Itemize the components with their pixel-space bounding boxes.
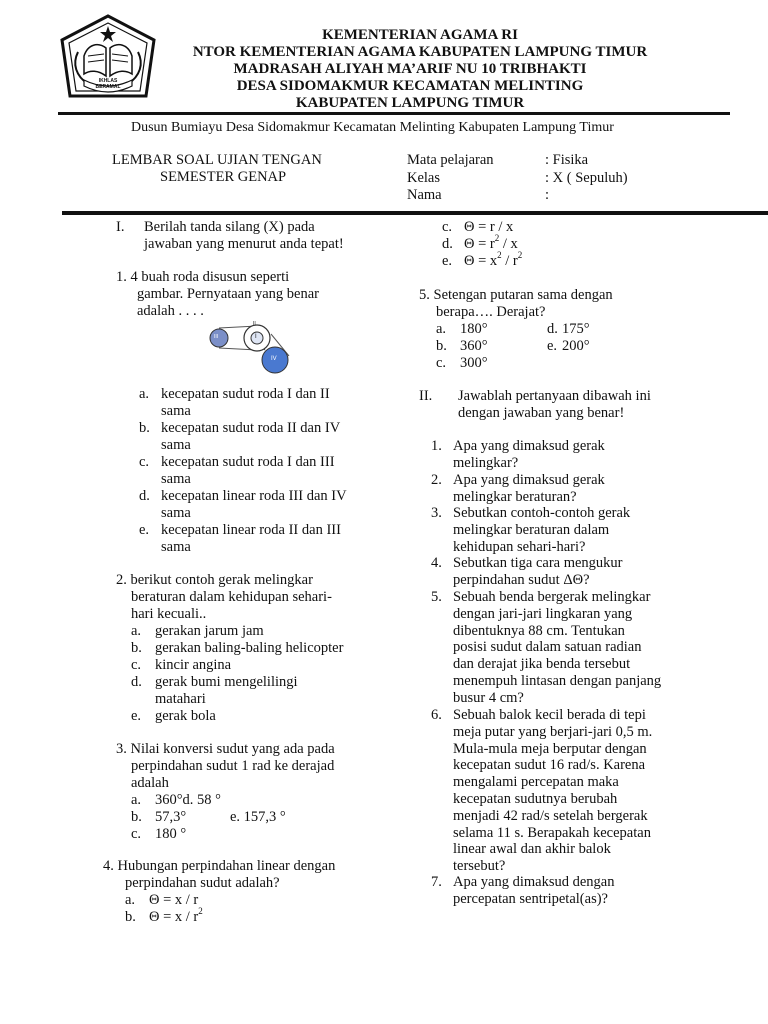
exam-title-line-2: SEMESTER GENAP [160,169,287,185]
q2-text-2: beraturan dalam kehidupan sehari- [131,589,332,605]
essay-question-line: tersebut? [453,858,506,875]
essay-question-line: kecepatan sudutnya berubah [453,791,618,807]
q4-option-e-base: Θ = x [464,253,498,269]
essay-question-line: Sebutkan contoh-contoh gerak [453,505,631,521]
q2-option-d-letter[interactable]: d. [131,674,142,690]
q3-option-e[interactable]: e. 157,3 ° [230,809,286,825]
q2-option-d[interactable]: gerak bumi mengelilingi [155,674,298,690]
wheel-label-iii: III [214,334,219,340]
info-value-class: : X ( Sepuluh) [545,170,628,186]
essay-question-line: mengalami percepatan maka [453,774,619,791]
essay-question-number: 7. [431,874,442,890]
section-divider [62,211,768,215]
q1-text-2: gambar. Pernyataan yang benar [137,286,319,302]
q4-option-a-letter[interactable]: a. [125,892,136,908]
essay-question-line: melingkar beraturan dalam [453,521,610,538]
q2-option-e[interactable]: gerak bola [155,708,216,724]
q3-option-a-letter[interactable]: a. [131,792,142,808]
q5-option-d[interactable]: 175° [562,321,590,337]
q5-text: 5. Setengan putaran sama dengan [419,287,613,303]
essay-question-line: linear awal dan akhir balok [453,841,611,858]
section-1-instruction-2: jawaban yang menurut anda tepat! [144,236,344,252]
q4-option-d-base: Θ = r [464,236,495,252]
school-address: Dusun Bumiayu Desa Sidomakmur Kecamatan Melinting Kabupaten Lampung Timur [131,120,614,135]
q3-text-3: adalah [131,775,169,791]
wheel-label-i: I [255,334,257,340]
wheel-label-ii: II [253,321,256,327]
essay-question-line: perpindahan sudut ΔΘ? [453,571,590,588]
q1-option-c[interactable]: kecepatan sudut roda I dan III [161,454,335,470]
q1-option-e-letter[interactable]: e. [139,522,150,538]
essay-question-line: Apa yang dimaksud gerak [453,438,605,454]
q4-option-b-exp: 2 [198,906,203,917]
wheel-label-iv: IV [271,356,277,362]
q3-option-a[interactable]: 360°d. 58 ° [155,792,221,808]
section-1-instruction: Berilah tanda silang (X) pada [144,219,315,235]
q1-option-a-2: sama [161,403,191,419]
q5-option-a[interactable]: 180° [460,321,488,337]
q4-option-e[interactable] [464,250,523,270]
info-value-name: : [545,187,550,203]
q1-option-a[interactable]: kecepatan sudut roda I dan II [161,386,330,402]
q4-option-d-rest: / x [499,236,518,252]
essay-question-line: Sebuah balok kecil berada di tepi [453,707,646,723]
q4-option-d-exp: 2 [494,233,500,244]
q1-option-e-2: sama [161,539,191,555]
q4-text-2: perpindahan sudut adalah? [125,875,280,891]
q1-text-3: adalah . . . . [137,303,204,319]
q2-option-d-2: matahari [155,691,206,707]
essay-question-line: selama 11 s. Berapakah kecepatan [453,824,651,841]
q2-option-c[interactable]: kincir angina [155,657,232,673]
q4-option-e-exp: 2 [497,250,502,261]
q5-option-d-letter[interactable]: d. [547,321,558,337]
header-divider [58,112,730,115]
essay-question-line: menjadi 42 rad/s setelah bergerak [453,807,648,824]
essay-question-number: 5. [431,589,442,605]
q1-option-d-2: sama [161,505,191,521]
essay-question-line: Sebutkan tiga cara mengukur [453,555,623,571]
info-label-name: Nama [407,187,442,203]
q2-text-3: hari kecuali.. [131,606,207,622]
essay-question-line: melingkar beraturan? [453,488,577,505]
q4-option-b-letter[interactable]: b. [125,909,136,925]
q4-option-c-letter[interactable]: c. [442,219,453,235]
q4-option-e-exp-2: 2 [517,250,523,261]
info-label-class: Kelas [407,170,441,186]
essay-question-line: Mula-mula meja berputar dengan [453,740,647,757]
essay-question-number: 4. [431,555,442,571]
section-2-number: II. [419,388,433,404]
q1-option-a-letter[interactable]: a. [139,386,150,402]
q5-option-e-letter[interactable]: e. [547,338,558,354]
q2-option-b[interactable]: gerakan baling-baling helicopter [155,640,344,656]
info-value-subject: : Fisika [545,152,589,168]
essay-question-line: meja putar yang berjari-jari 0,5 m. [453,723,653,740]
essay-question-line: busur 4 cm? [453,689,524,706]
q4-option-a[interactable]: Θ = x / r [149,892,199,908]
q5-option-b[interactable]: 360° [460,338,488,354]
q4-option-e-rest: / r [501,253,518,269]
q1-option-d[interactable]: kecepatan linear roda III dan IV [161,488,347,504]
q4-option-b-base: Θ = x / r [149,909,199,925]
q2-option-e-letter[interactable]: e. [131,708,142,724]
essay-question-line: Sebuah benda bergerak melingkar [453,589,651,605]
wheels-figure [205,322,295,374]
q3-text-2: perpindahan sudut 1 rad ke derajad [131,758,335,774]
header-line-2: NTOR KEMENTERIAN AGAMA KABUPATEN LAMPUNG TIMUR [192,44,648,60]
q2-option-c-letter[interactable]: c. [131,657,142,673]
essay-question-line: dengan jari-jari lingkaran yang [453,605,633,622]
essay-question-number: 3. [431,505,442,521]
q1-option-b-2: sama [161,437,191,453]
essay-question-line: melingkar? [453,454,519,471]
q5-text-2: berapa…. Derajat? [436,304,546,320]
q1-option-b[interactable]: kecepatan sudut roda II dan IV [161,420,341,436]
q4-text: 4. Hubungan perpindahan linear dengan [103,858,336,874]
info-label-subject: Mata pelajaran [407,152,494,168]
q1-text: 1. 4 buah roda disusun seperti [116,269,290,285]
exam-title-line-1: LEMBAR SOAL UJIAN TENGAN [112,152,322,168]
q3-text: 3. Nilai konversi sudut yang ada pada [116,741,335,757]
q4-option-b[interactable] [149,906,203,926]
q3-option-c-letter[interactable]: c. [131,826,142,842]
essay-question-line: dan derajat jika benda tersebut [453,656,631,673]
essay-question-line: menempuh lintasan dengan panjang [453,673,662,689]
q1-option-c-letter[interactable]: c. [139,454,150,470]
q4-option-d[interactable] [464,233,518,253]
section-2-instruction-2: dengan jawaban yang benar! [458,405,625,421]
section-2-instruction: Jawablah pertanyaan dibawah ini [458,388,651,404]
essay-question-line: Apa yang dimaksud gerak [453,472,605,488]
logo-motto: IKHLAS BERAMAL [95,78,121,90]
essay-question-line: kecepatan sudut 16 rad/s. Karena [453,757,646,774]
q1-option-e[interactable]: kecepatan linear roda II dan III [161,522,341,538]
essay-question-line: posisi sudut dalam satuan radian [453,639,642,656]
q5-option-c-letter[interactable]: c. [436,355,447,371]
q3-option-b[interactable]: 57,3° [155,809,187,825]
q4-option-e-letter[interactable]: e. [442,253,453,269]
section-1-number: I. [116,219,125,235]
q4-option-c[interactable]: Θ = r / x [464,219,514,235]
essay-question-number: 6. [431,707,442,723]
q1-option-d-letter[interactable]: d. [139,488,150,504]
q1-option-c-2: sama [161,471,191,487]
q3-option-c[interactable]: 180 ° [155,826,187,842]
q2-text: 2. berikut contoh gerak melingkar [116,572,313,588]
q1-option-b-letter[interactable]: b. [139,420,150,436]
essay-question-line: dibentuknya 88 cm. Tentukan [453,622,625,639]
essay-question-number: 1. [431,438,442,454]
q5-option-e[interactable]: 200° [562,338,590,354]
essay-question-line: percepatan sentripetal(as)? [453,890,608,907]
q3-option-b-letter[interactable]: b. [131,809,142,825]
header-line-1: KEMENTERIAN AGAMA RI [322,27,518,43]
q5-option-a-letter[interactable]: a. [436,321,447,337]
header-line-3: MADRASAH ALIYAH MA’ARIF NU 10 TRIBHAKTI [233,61,587,77]
header-line-4: DESA SIDOMAKMUR KECAMATAN MELINTING [236,78,584,94]
header-line-5: KABUPATEN LAMPUNG TIMUR [295,95,525,111]
essay-question-line: kehidupan sehari-hari? [453,538,586,555]
essay-question-number: 2. [431,472,442,488]
q2-option-a-letter[interactable]: a. [131,623,142,639]
q2-option-b-letter[interactable]: b. [131,640,142,656]
q4-option-d-letter[interactable]: d. [442,236,453,252]
essay-question-line: Apa yang dimaksud dengan [453,874,615,890]
q2-option-a[interactable]: gerakan jarum jam [155,623,264,639]
q5-option-b-letter[interactable]: b. [436,338,447,354]
q5-option-c[interactable]: 300° [460,355,488,371]
